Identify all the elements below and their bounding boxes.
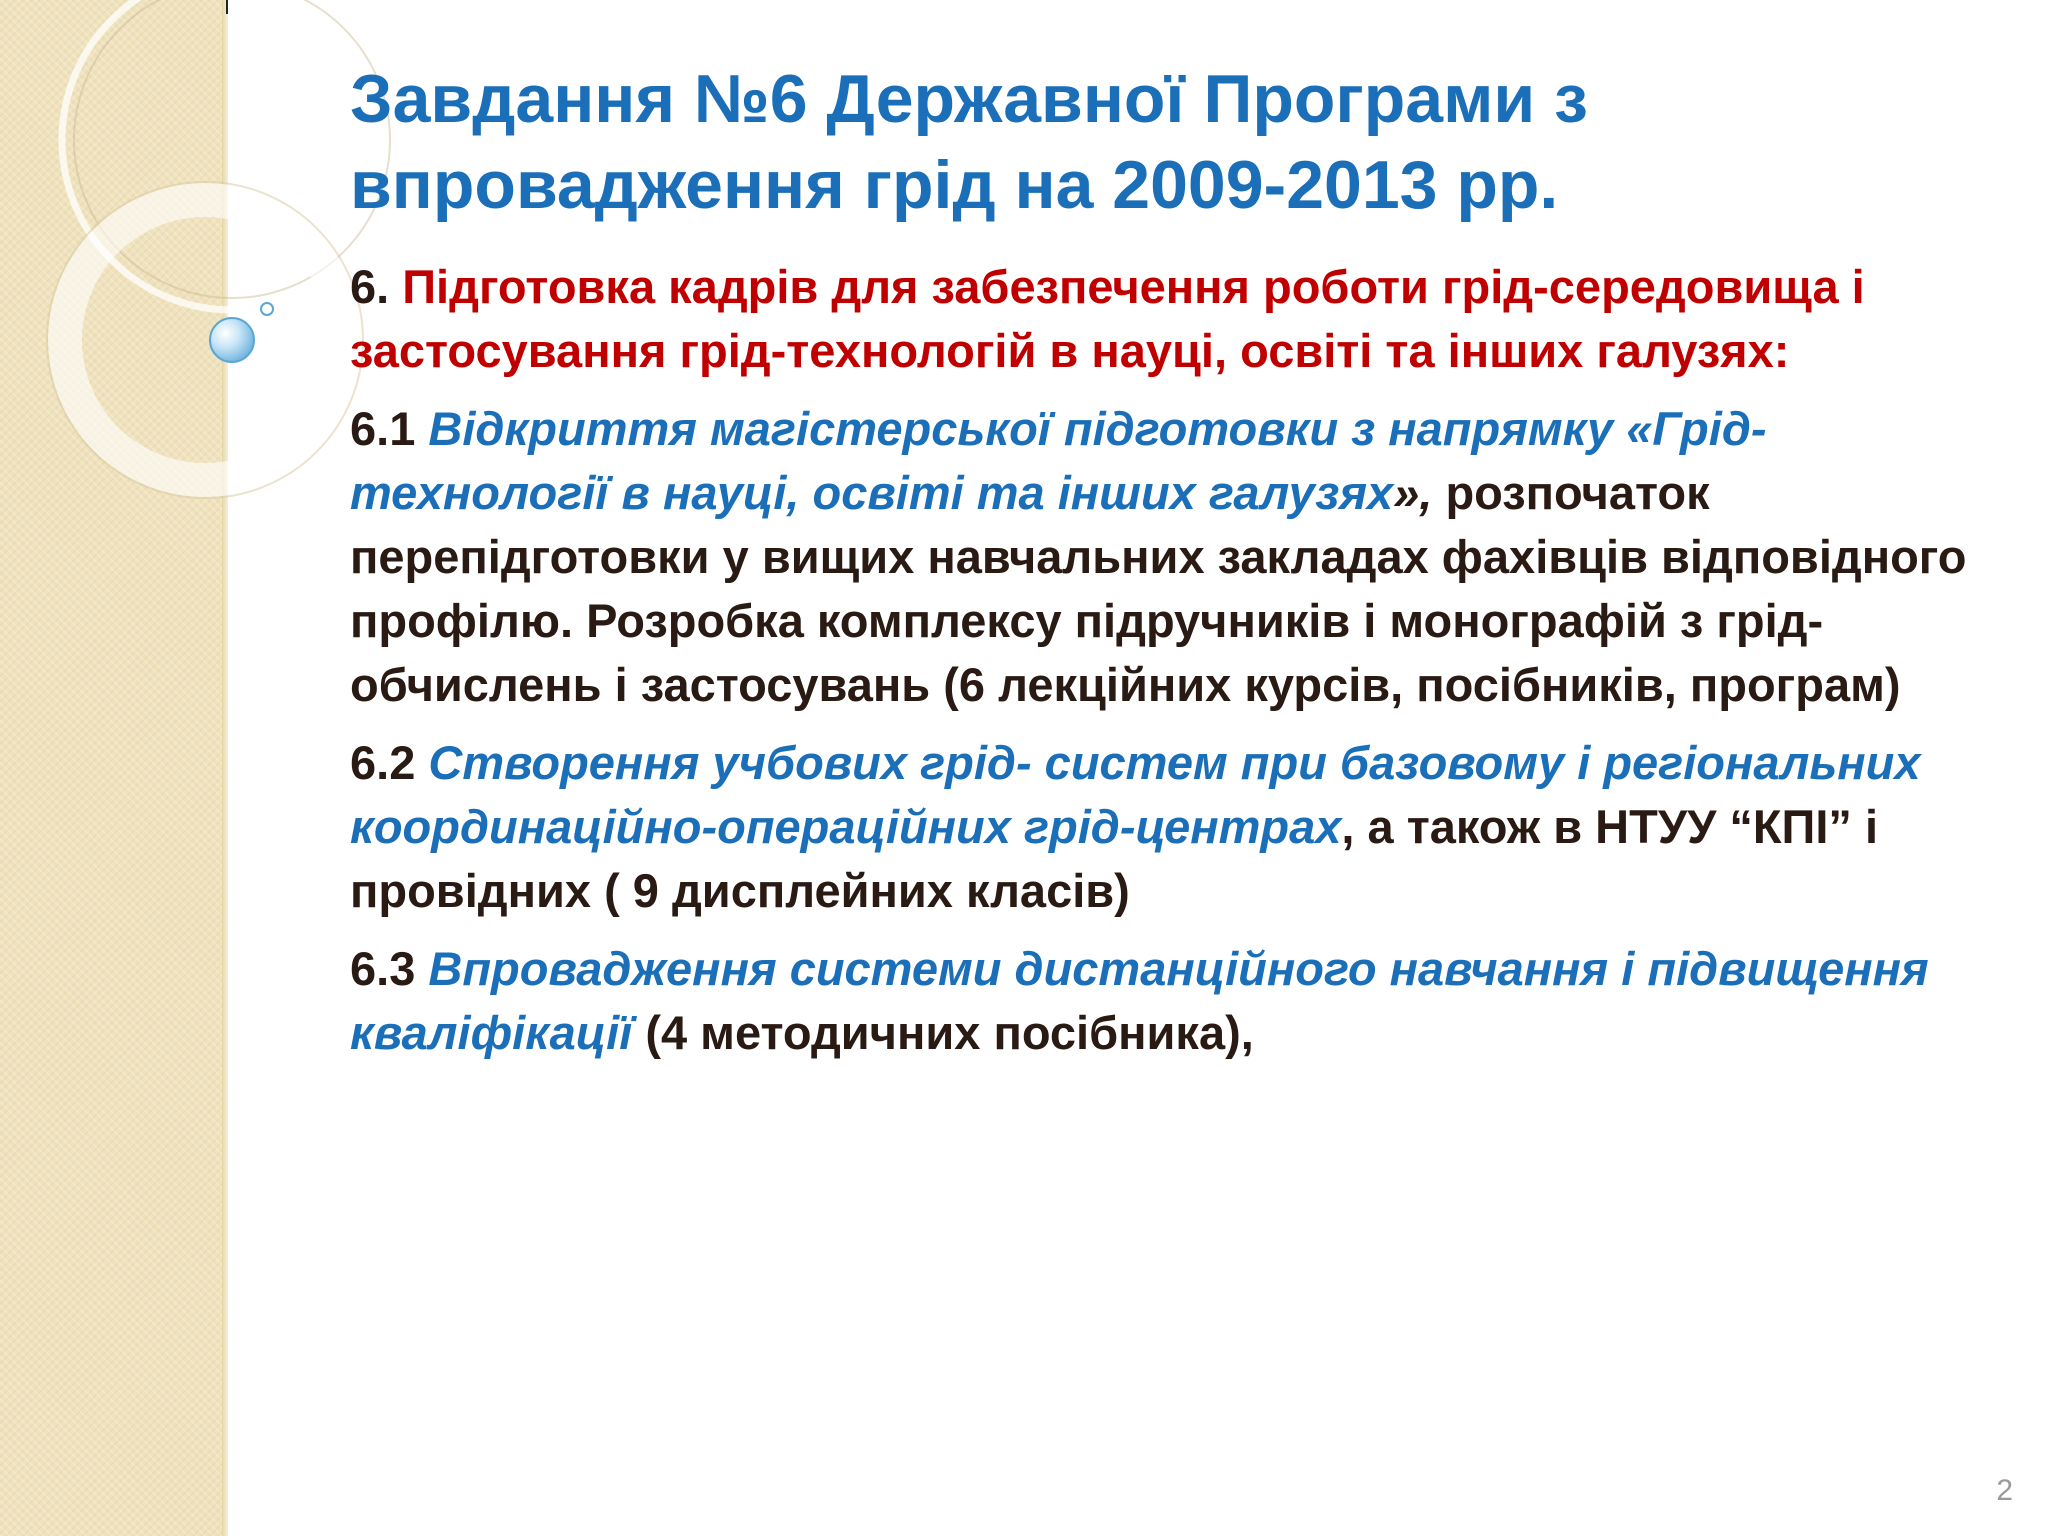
paragraph-text: , а також в НТУУ “КПІ” і провідних ( 9 дисплейних класів) — [350, 800, 1879, 917]
paragraph-emphasis: Відкриття магістерської підготовки з напрямку «Грід-технології в науці, освіті та інших галузях — [350, 402, 1767, 519]
paragraph-text: (4 методичних посібника), — [645, 1006, 1254, 1059]
lower-ring — [65, 200, 345, 480]
paragraph-number: 6.3 — [350, 942, 416, 995]
corner-mark — [226, 0, 228, 14]
paragraph-6-3 — [350, 937, 1970, 1065]
paragraph-close-quote: », — [1393, 466, 1433, 519]
paragraph-6 — [350, 255, 1970, 383]
slide-body — [350, 255, 1970, 1079]
paragraph-emphasis: Створення учбових грід- систем при базовому і регіональних координаційно-операційних грід-центрах — [350, 736, 1921, 853]
title-line-2: впровадження грід на 2009-2013 рр. — [350, 147, 1559, 223]
inner-ring — [74, 0, 390, 298]
bubble-large — [210, 318, 254, 362]
slide-title — [350, 56, 1910, 228]
paragraph-emphasis: Впровадження системи дистанційного навчання і підвищення кваліфікації — [350, 942, 1929, 1059]
paragraph-number: 6.1 — [350, 402, 416, 455]
bubble-small — [261, 303, 273, 315]
paragraph-heading: Підготовка кадрів для забезпечення роботи грід-середовища і застосування грід-технологій в науці, освіті та інших галузях: — [350, 260, 1865, 377]
paragraph-number: 6. — [350, 260, 390, 313]
paragraph-number: 6.2 — [350, 736, 416, 789]
paragraph-6-2 — [350, 731, 1970, 923]
title-line-1: Завдання №6 Державної Програми з — [350, 61, 1588, 137]
paragraph-6-1 — [350, 397, 1970, 717]
paragraph-text: розпочаток перепідготовки у вищих навчальних закладах фахівців відповідного профілю. Розробка комплексу підручників і монографій з грід- обчислень і застосувань (6 лекційних курсів, посібників, програм) — [350, 466, 1967, 711]
page-number: 2 — [1996, 1474, 2013, 1507]
